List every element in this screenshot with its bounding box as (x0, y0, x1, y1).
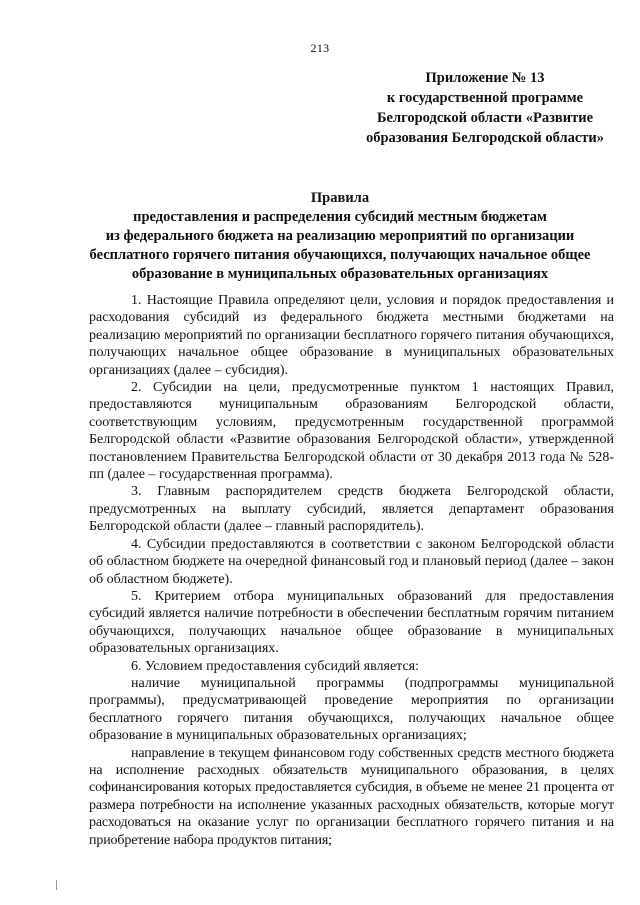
paragraph-6: 6. Условием предоставления субсидий является: (131, 658, 419, 674)
appendix-line: Белгородской области «Развитие (376, 110, 594, 126)
paragraph-6-item-2: направление в текущем финансовом году собственных средств местного бюджета на исполнение расходных обязательств муниципального образования, в целях софинансирования которых предоставляется субсидия, в объеме не менее 21 процента от размера потребности на исполнение указанных расходных обязательств, которые могут расходоваться на оказание услуг по организации бесплатного горячего питания и на приобретение набора продуктов питания; (89, 745, 614, 848)
title-line: Правила (310, 190, 370, 206)
page-number: 213 (310, 41, 330, 55)
paragraph-4: 4. Субсидии предоставляются в соответствии с законом Белгородской области об областном бюджете на очередной финансовый год и плановый период (далее – закон об областном бюджете). (89, 536, 614, 587)
paragraph-3: 3. Главным распорядителем средств бюджета Белгородской области, предусмотренных на выплату субсидий, является департамент образования Белгородской области (далее – главный распорядитель). (89, 484, 614, 535)
title-line: из федерального бюджета на реализацию мероприятий по организации (105, 228, 575, 244)
title-line: предоставления и распределения субсидий местным бюджетам (133, 209, 547, 225)
paragraph-1: 1. Настоящие Правила определяют цели, условия и порядок предоставления и расходования субсидий из федерального бюджета местными бюджетами на реализацию мероприятий по организации бесплатного горячего питания обучающихся, получающих начальное общее образование в муниципальных образовательных организациях (далее – субсидия). (89, 293, 614, 378)
appendix-header (355, 68, 615, 148)
document-body (89, 292, 614, 849)
paragraph-5: 5. Критерием отбора муниципальных образований для предоставления субсидий является наличие потребности в обеспечении бесплатным горячим питанием обучающихся, получающих начальное общее образование в муниципальных образовательных организациях. (89, 588, 614, 657)
appendix-line: образования Белгородской области» (365, 130, 605, 146)
appendix-line: к государственной программе (386, 90, 584, 106)
title-line: образование в муниципальных образовательных организациях (131, 266, 549, 282)
paragraph-2: 2. Субсидии на цели, предусмотренные пунктом 1 настоящих Правил, предоставляются муниципальным образованиям Белгородской области, соответствующим условиям, предусмотренным государственной программой Белгородской области «Развитие образования Белгородской области», утвержденной постановлением Правительства Белгородской области от 30 декабря 2013 года № 528-пп (далее – государственная программа). (89, 380, 614, 483)
title-line: бесплатного горячего питания обучающихся, получающих начальное общее (89, 247, 591, 263)
scan-mark (56, 880, 57, 890)
appendix-line: Приложение № 13 (425, 70, 545, 86)
paragraph-6-item-1: наличие муниципальной программы (подпрограммы муниципальной программы), предусматривающей проведение мероприятия по организации бесплатного горячего питания обучающихся, получающих начальное общее образование в муниципальных образовательных организациях; (89, 675, 614, 744)
document-title (60, 189, 620, 284)
